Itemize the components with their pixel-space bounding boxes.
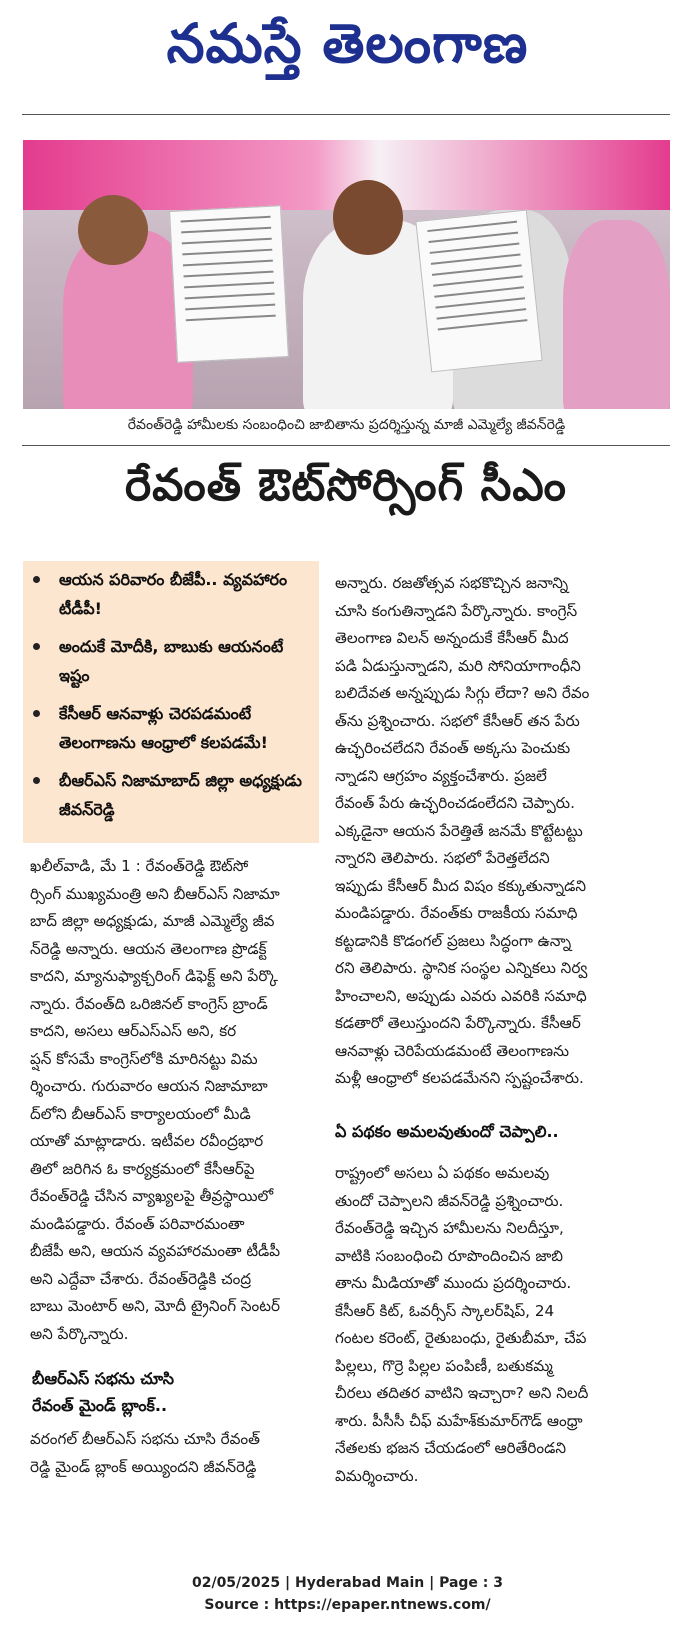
- article-line: న్నారు. రేవంత్‌ది ఒరిజినల్ కాంగ్రెస్ బ్రాండ్: [30, 994, 268, 1013]
- article-line: రేవంత్ పేరు ఉచ్ఛరించడంలేదని చెప్పారు.: [335, 794, 575, 812]
- article-line: మండిపడ్డారు. రేవంత్ పరివారమంతా: [30, 1214, 245, 1233]
- article-line: ఎక్కడైనా ఆయన పేరెత్తితే జనమే కొట్టేటట్టు: [335, 821, 583, 840]
- article-line: రేవంత్‌రెడ్డి ఇచ్చిన హామీలను నిలదీస్తూ,: [335, 1219, 564, 1237]
- article-line: ఆనవాళ్లు చెరిపేయడమంటే తెలంగాణను: [335, 1041, 569, 1060]
- person-center-head: [333, 180, 403, 255]
- article-line: పిల్లలు, గొర్రె పిల్లల పంపిణీ, బతుకమ్మ: [335, 1356, 553, 1375]
- highlight-item: బీఆర్ఎస్ నిజామాబాద్ జిల్లా అధ్యక్షుడు జీవన్‌రెడ్డి: [33, 766, 313, 824]
- person-far-right: [563, 220, 670, 409]
- article-line: తిలో జరిగిన ఓ కార్యక్రమంలో కేసీఆర్‌పై: [30, 1159, 255, 1178]
- person-left-head: [78, 195, 148, 265]
- article-line: విమర్శించారు.: [335, 1466, 419, 1485]
- article-line: శారు. పీసీసీ చీఫ్ మహేశ్‌కుమార్‌గౌడ్ ఆంధ్రా: [335, 1411, 583, 1430]
- article-line: ఉచ్ఛరించలేదని రేవంత్ అక్కసు పెంచుకు: [335, 739, 571, 757]
- article-left-column: [30, 853, 320, 1348]
- article-line: త్‌ను ప్రశ్నించారు. సభలో కేసీఆర్ తన పేరు: [335, 711, 580, 730]
- masthead-title: నమస్తే తెలంగాణ: [166, 12, 529, 75]
- bullet-icon: [33, 710, 40, 717]
- article-line: మళ్లీ ఆంధ్రాలో కలపడమేనని స్పష్టంచేశారు.: [335, 1069, 584, 1087]
- highlights-box: [23, 561, 319, 843]
- promise-list-sheet-left: [169, 205, 289, 363]
- article-line: హించాలని, అప్పుడు ఎవరు ఎవరికి సమాధి: [335, 986, 587, 1005]
- article-line: చీరలు తదితర వాటిని ఇచ్చారా? అని నిలదీ: [335, 1384, 589, 1402]
- footer-source: Source : https://epaper.ntnews.com/: [204, 1597, 491, 1613]
- article-line: రని తెలిపారు. స్థానిక సంస్థల ఎన్నికలు నిర్వ: [335, 959, 588, 977]
- article-line: కాదని, మ్యానుఫ్యాక్చరింగ్ డిఫెక్ట్ అని పేర్కొ: [30, 967, 278, 985]
- article-line: పడి ఏడుస్తున్నాడని, మరి సోనియాగాంధీని: [335, 656, 581, 675]
- left-subheading: బీఆర్ఎస్ సభను చూసి రేవంత్ మైండ్ బ్లాంక్..: [32, 1369, 174, 1415]
- photo-caption: రేవంత్‌రెడ్డి హామీలకు సంబంధించి జాబితాను ప్రదర్శిస్తున్న మాజీ ఎమ్మెల్యే జీవన్‌రెడ్డి: [127, 417, 566, 433]
- article-line: అన్నారు. రజతోత్సవ సభకొచ్చిన జనాన్ని: [335, 574, 569, 592]
- article-line: మండిపడ్డారు. రేవంత్‌కు రాజకీయ సమాధి: [335, 904, 578, 922]
- article-line: రెడ్డి మైండ్ బ్లాంక్ అయ్యిందని జీవన్‌రెడ్డి: [30, 1457, 257, 1476]
- article-line: బాద్ జిల్లా అధ్యక్షుడు, మాజీ ఎమ్మెల్యే జీవ: [30, 912, 275, 930]
- news-photo: [23, 140, 670, 409]
- masthead: [0, 0, 695, 100]
- article-line: బాబు మెంటార్ అని, మోదీ ట్రైనింగ్ సెంటర్: [30, 1297, 280, 1315]
- headline: రేవంత్ ఔట్‌సోర్సింగ్ సీఎం: [125, 460, 567, 511]
- bullet-icon: [33, 643, 40, 650]
- promise-list-sheet-right: [415, 210, 542, 373]
- article-line: న్నారని తెలిపారు. సభలో పేరెత్తలేదని: [335, 849, 550, 867]
- bullet-icon: [33, 777, 40, 784]
- highlight-item: కేసీఆర్ ఆనవాళ్లు చెరపడమంటే తెలంగాణను ఆంధ్రాలో కలపడమే!: [33, 699, 313, 757]
- article-line: ర్శించారు. గురువారం ఆయన నిజామాబా: [30, 1077, 268, 1095]
- article-line: బీజేపీ అని, ఆయన వ్యవహారమంతా టీడీపీ: [30, 1242, 281, 1260]
- article-line: అని పేర్కొన్నారు.: [30, 1324, 129, 1343]
- article-right-column: [335, 570, 635, 1093]
- article-right-column-end: [335, 1160, 635, 1490]
- article-line: వరంగల్ బీఆర్ఎస్ సభను చూసి రేవంత్: [30, 1430, 260, 1448]
- article-line: న్నాడని ఆగ్రహం వ్యక్తంచేశారు. ప్రజలే: [335, 766, 547, 785]
- article-left-column-end: [30, 1426, 320, 1481]
- right-subheading: ఏ పథకం అమలవుతుందో చెప్పాలి..: [335, 1122, 559, 1141]
- article-line: కట్టడానికి కొడంగల్ ప్రజలు సిద్ధంగా ఉన్నా: [335, 931, 572, 950]
- caption-rule: [22, 445, 670, 446]
- article-line: ర్సింగ్ ముఖ్యమంత్రి అని బీఆర్ఎస్ నిజామా: [30, 884, 280, 903]
- article-line: నేతలకు భజన చేయడంలో ఆరితేరిండని: [335, 1439, 567, 1457]
- highlight-item: ఆయన పరివారం బీజేపీ.. వ్యవహారం టీడీపీ!: [33, 565, 313, 623]
- article-line: గంటల కరెంట్, రైతుబంధు, రైతుబీమా, చేప: [335, 1329, 587, 1347]
- article-line: తెలంగాణ విలన్ అన్నందుకే కేసీఆర్ మీద: [335, 629, 569, 647]
- article-line: బలిదేవత అన్నప్పుడు సిగ్గు లేదా? అని రేవం: [335, 684, 590, 702]
- article-line: తాను మీడియాతో ముందు ప్రదర్శించారు.: [335, 1274, 572, 1292]
- masthead-rule: [22, 114, 670, 115]
- article-line: న్‌రెడ్డి అన్నారు. ఆయన తెలంగాణ ప్రొడక్ట్: [30, 939, 267, 958]
- article-line: కేసీఆర్ కిట్, ఓవర్సీస్ స్కాలర్‌షిప్, 24: [335, 1301, 555, 1320]
- article-line: ఖలీల్‌వాడి, మే 1 : రేవంత్‌రెడ్డి ఔట్‌సో: [30, 857, 249, 875]
- article-line: ద్‌లోని బీఆర్ఎస్ కార్యాలయంలో మీడి: [30, 1104, 251, 1123]
- article-line: ఇప్పుడు కేసీఆర్ మీద విషం కక్కుతున్నాడని: [335, 876, 587, 895]
- article-line: రాష్ట్రంలో అసలు ఏ పథకం అమలవు: [335, 1164, 550, 1182]
- article-line: కాదని, అసలు ఆర్ఎస్ఎస్ అని, కర: [30, 1022, 237, 1040]
- article-line: కడతారో తెలుస్తుందని పేర్కొన్నారు. కేసీఆర్: [335, 1014, 581, 1032]
- article-line: ప్షన్ కోసమే కాంగ్రెస్‌లోకి మారినట్టు విమ: [30, 1049, 258, 1068]
- footer-date-edition: 02/05/2025 | Hyderabad Main | Page : 3: [191, 1575, 504, 1591]
- article-line: అని ఎద్దేవా చేశారు. రేవంత్‌రెడ్డికి చంద్ర: [30, 1269, 252, 1288]
- article-line: తుందో చెప్పాలని జీవన్‌రెడ్డి ప్రశ్నించారు.: [335, 1191, 564, 1210]
- article-line: వాటికి సంబంధించి రూపొందించిన జాబి: [335, 1246, 564, 1265]
- article-line: రేవంత్‌రెడ్డి చేసిన వ్యాఖ్యలపై తీవ్రస్థాయిలో: [30, 1187, 274, 1205]
- bullet-icon: [33, 576, 40, 583]
- highlight-item: అందుకే మోదీకి, బాబుకు ఆయనంటే ఇష్టం: [33, 632, 313, 690]
- article-line: యాతో మాట్లాడారు. ఇటీవల రవీంద్రభార: [30, 1132, 264, 1150]
- article-line: చూసి కంగుతిన్నాడని పేర్కొన్నారు. కాంగ్రెస్: [335, 601, 578, 620]
